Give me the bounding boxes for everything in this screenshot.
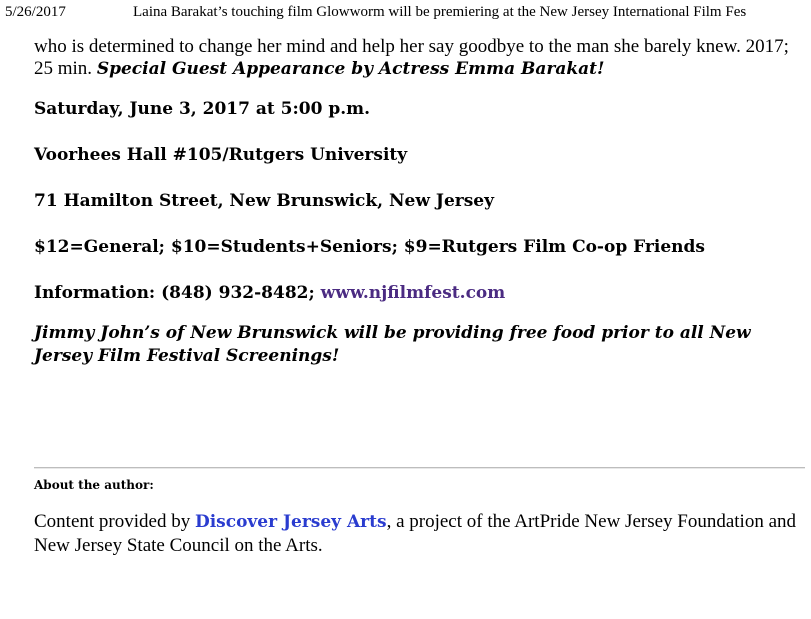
festival-website-link[interactable]: www.njfilmfest.com <box>320 283 506 303</box>
intro-text: who is determined to change her mind and help her say goodbye to the man she barely knew. 2017; 25 min. <box>34 36 789 79</box>
print-date: 5/26/2017 <box>5 4 66 20</box>
event-date-time: Saturday, June 3, 2017 at 5:00 p.m. <box>34 99 371 119</box>
discover-jersey-arts-link[interactable]: Discover Jersey Arts <box>194 512 387 532</box>
event-venue: Voorhees Hall #105/Rutgers University <box>34 145 408 165</box>
article-body <box>34 36 804 366</box>
print-header <box>0 4 811 24</box>
author-divider <box>34 467 805 469</box>
author-credit <box>34 510 804 558</box>
event-address: 71 Hamilton Street, New Brunswick, New Jersey <box>34 191 495 211</box>
free-food-note: Jimmy John’s of New Brunswick will be providing free food prior to all New Jersey Film Festival Screenings! <box>34 323 751 366</box>
info-label: Information: (848) 932-8482; <box>34 283 321 303</box>
event-prices: $12=General; $10=Students+Seniors; $9=Rutgers Film Co-op Friends <box>34 237 705 257</box>
article-intro <box>34 36 804 80</box>
credit-prefix: Content provided by <box>34 511 195 532</box>
event-information <box>34 282 505 304</box>
credit-suffix: , a project of the ArtPride New Jersey Foundation and New Jersey State Council on the Arts. <box>34 511 797 556</box>
print-title: Laina Barakat’s touching film Glowworm will be premiering at the New Jersey International Film Fes <box>133 4 747 20</box>
guest-appearance: Special Guest Appearance by Actress Emma Barakat! <box>96 59 605 79</box>
about-author-heading: About the author: <box>34 478 154 492</box>
